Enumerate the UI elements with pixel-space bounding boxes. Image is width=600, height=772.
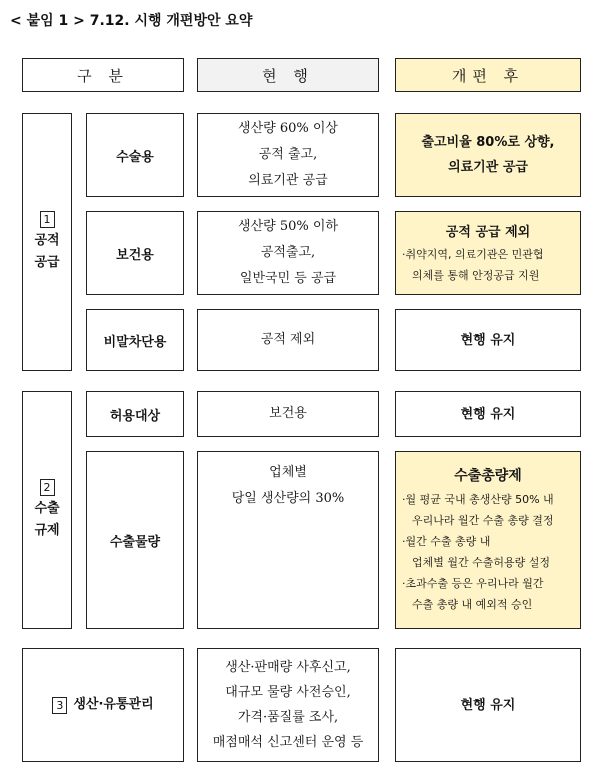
header-current-label: 현 행: [262, 66, 314, 85]
revised-volume-bullet: ·월 평균 국내 총생산량 50% 내: [402, 493, 554, 506]
group-public-supply: [22, 113, 72, 371]
page-title: < 붙임 1 > 7.12. 시행 개편방안 요약: [10, 13, 253, 29]
group-production-label: 생산·유통관리: [73, 697, 154, 712]
revised-volume-bullet: 우리나라 월간 수출 총량 결정: [412, 514, 554, 527]
revised-droplet: 현행 유지: [395, 309, 581, 371]
row-label-droplet: 비말차단용: [86, 309, 184, 371]
group-label-line1: 공적: [34, 232, 60, 248]
group-export-control: [22, 391, 72, 629]
header-current: [197, 58, 379, 92]
group-label-line1: 수출: [34, 500, 60, 516]
group-number-3: 3: [52, 697, 67, 714]
revised-volume-bullet: ·초과수출 등은 우리나라 월간: [402, 577, 544, 590]
revised-production: 현행 유지: [395, 648, 581, 762]
header-category: [22, 58, 184, 92]
revised-surgical: 출고비율 80%로 상향, 의료기관 공급: [395, 113, 581, 197]
header-revised: [395, 58, 581, 92]
group-number-2: 2: [40, 479, 55, 496]
revised-allowed: 현행 유지: [395, 391, 581, 437]
group-production: [22, 648, 184, 762]
header-revised-label: 개편 후: [451, 66, 525, 85]
group-label-line2: 공급: [34, 254, 60, 270]
row-label-allowed: 허용대상: [86, 391, 184, 437]
revised-volume-bullet: 수출 총량 내 예외적 승인: [412, 598, 533, 611]
group-number-1: 1: [40, 211, 55, 228]
revised-health-bullet: ·취약지역, 의료기관은 민관협: [402, 247, 544, 261]
current-surgical: 생산량 60% 이상 공적 출고, 의료기관 공급: [197, 113, 379, 197]
current-droplet: 공적 제외: [197, 309, 379, 371]
row-label-volume: 수출물량: [86, 451, 184, 629]
revised-health-title: 공적 공급 제외: [445, 224, 531, 240]
revised-volume: [395, 451, 581, 629]
group-label-line2: 규제: [34, 522, 60, 538]
current-volume: 업체별 당일 생산량의 30%: [197, 451, 379, 629]
revised-health: [395, 211, 581, 295]
row-label-health: 보건용: [86, 211, 184, 295]
revised-volume-bullet: ·월간 수출 총량 내: [402, 535, 491, 548]
revised-volume-title: 수출총량제: [454, 468, 522, 484]
row-label-surgical: 수술용: [86, 113, 184, 197]
revised-volume-bullet: 업체별 월간 수출허용량 설정: [412, 556, 551, 569]
current-health: 생산량 50% 이하 공적출고, 일반국민 등 공급: [197, 211, 379, 295]
current-allowed: 보건용: [197, 391, 379, 437]
header-category-label: 구 분: [77, 66, 129, 85]
revised-health-bullet: 의체를 통해 안정공급 지원: [412, 268, 540, 282]
current-production: 생산·판매량 사후신고, 대규모 물량 사전승인, 가격·품질률 조사, 매점매석 신고센터 운영 등: [197, 648, 379, 762]
